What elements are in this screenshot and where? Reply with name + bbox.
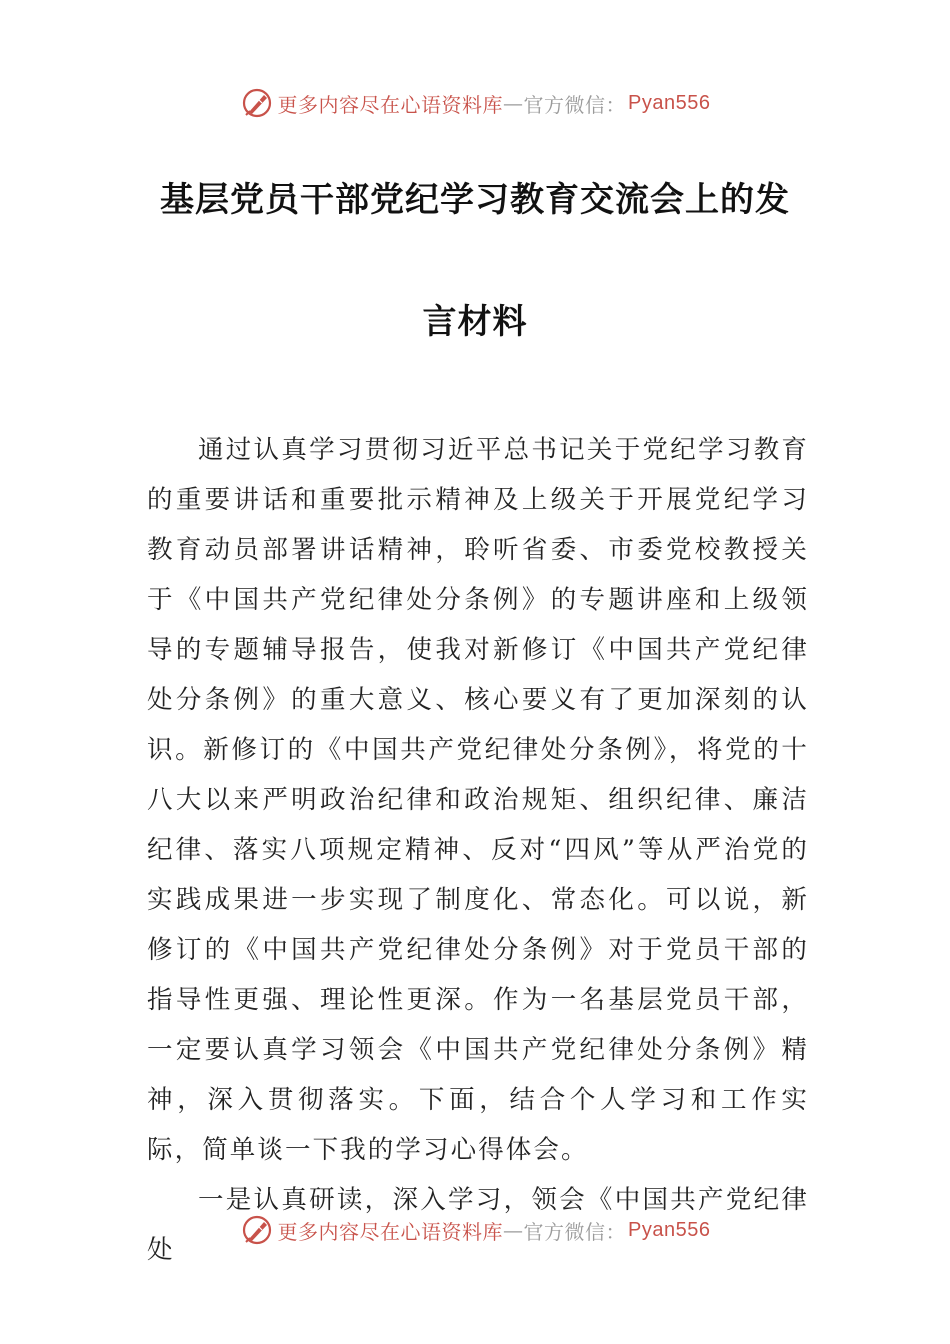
watermark-brand: 更多内容尽在心语资料库 — [277, 92, 504, 117]
document-body — [147, 425, 809, 1275]
watermark-contact-label: 官方微信： — [523, 1219, 627, 1244]
watermark-separator: — — [503, 1218, 524, 1242]
watermark-contact-id: Pyan556 — [628, 1218, 711, 1241]
footer-watermark — [0, 1210, 950, 1250]
document-title-line-1: 基层党员干部党纪学习教育交流会上的发 — [160, 180, 790, 220]
quill-pen-icon — [240, 86, 274, 120]
header-watermark — [0, 83, 950, 123]
body-paragraph-1: 通过认真学习贯彻习近平总书记关于党纪学习教育的重要讲话和重要批示精神及上级关于开展党纪学习教育动员部署讲话精神，聆听省委、市委党校教授关于《中国共产党纪律处分条例》的专题讲座和上级领导的专题辅导报告，使我对新修订《中国共产党纪律处分条例》的重大意义、核心要义有了更加深刻的认识。新修订的《中国共产党纪律处分条例》，将党的十八大以来严明政治纪律和政治规矩、组织纪律、廉洁纪律、落实八项规定精神、反对“四风”等从严治党的实践成果进一步实现了制度化、常态化。可以说，新修订的《中国共产党纪律处分条例》对于党员干部的指导性更强、理论性更深。作为一名基层党员干部，一定要认真学习领会《中国共产党纪律处分条例》精神，深入贯彻落实。下面，结合个人学习和工作实际，简单谈一下我的学习心得体会。 — [147, 435, 809, 1165]
quill-pen-icon — [240, 1213, 274, 1247]
watermark-contact-label: 官方微信： — [523, 92, 627, 117]
document-title-line-2: 言材料 — [422, 302, 528, 342]
body-paragraph-2: 一是认真研读，深入学习，领会《中国共产党纪律处 — [147, 1185, 809, 1265]
watermark-contact-id: Pyan556 — [628, 91, 711, 114]
watermark-brand: 更多内容尽在心语资料库 — [277, 1219, 504, 1244]
watermark-separator: — — [503, 91, 524, 115]
